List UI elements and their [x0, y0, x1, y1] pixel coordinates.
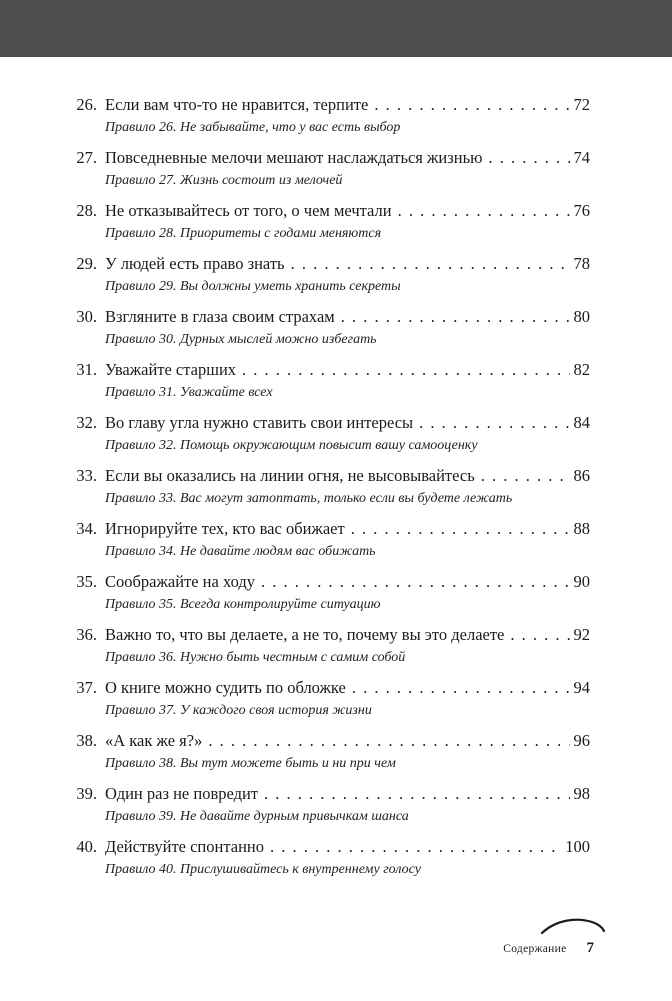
entry-number: 34.: [76, 519, 97, 538]
toc-entry-line: [64, 358, 590, 382]
toc-entry-line: [64, 676, 590, 700]
entry-rule: Правило 26. Не забывайте, что у вас есть выбор: [105, 120, 401, 135]
toc-list: [64, 93, 590, 888]
toc-entry-line: [64, 305, 590, 329]
entry-number: 29.: [76, 254, 97, 273]
toc-entry-line: [64, 517, 590, 541]
entry-rule: Правило 32. Помощь окружающим повысит вашу самооценку: [105, 438, 478, 453]
entry-page-number: 100: [565, 837, 590, 856]
toc-entry: [64, 623, 590, 667]
toc-entry: [64, 305, 590, 349]
entry-rule: Правило 27. Жизнь состоит из мелочей: [105, 173, 343, 188]
entry-number: 27.: [76, 148, 97, 167]
toc-entry: [64, 411, 590, 455]
toc-entry-line: [64, 252, 590, 276]
toc-entry: [64, 570, 590, 614]
entry-title: Важно то, что вы делаете, а не то, почему вы это делаете: [105, 625, 505, 644]
entry-title: Действуйте спонтанно: [105, 837, 264, 856]
entry-title: У людей есть право знать: [105, 254, 285, 273]
dot-leader: [242, 358, 569, 382]
entry-number: 40.: [76, 837, 97, 856]
toc-entry: [64, 782, 590, 826]
entry-page-number: 88: [573, 519, 590, 538]
toc-entry: [64, 464, 590, 508]
toc-entry-line: [64, 729, 590, 753]
dot-leader: [351, 517, 570, 541]
dot-leader: [341, 305, 570, 329]
entry-title: Взгляните в глаза своим страхам: [105, 307, 335, 326]
toc-entry: [64, 517, 590, 561]
entry-page-number: 94: [573, 678, 590, 697]
entry-title: Если вы оказались на линии огня, не высовывайтесь: [105, 466, 475, 485]
entry-title: Соображайте на ходу: [105, 572, 256, 591]
toc-entry-line: [64, 411, 590, 435]
dot-leader: [510, 623, 569, 647]
page-footer: [503, 940, 594, 957]
toc-entry-line: [64, 199, 590, 223]
entry-number: 31.: [76, 360, 97, 379]
toc-entry: [64, 676, 590, 720]
dot-leader: [270, 835, 561, 859]
toc-entry-line: [64, 570, 590, 594]
dot-leader: [488, 146, 569, 170]
entry-rule: Правило 28. Приоритеты с годами меняются: [105, 226, 382, 241]
entry-title: Уважайте старших: [105, 360, 237, 379]
entry-number: 36.: [76, 625, 97, 644]
entry-title: Во главу угла нужно ставить свои интересы: [105, 413, 414, 432]
entry-rule: Правило 34. Не давайте людям вас обижать: [105, 544, 376, 559]
entry-number: 39.: [76, 784, 97, 803]
entry-page-number: 76: [573, 201, 590, 220]
entry-page-number: 96: [573, 731, 590, 750]
entry-rule: Правило 37. У каждого своя история жизни: [105, 703, 372, 718]
entry-number: 32.: [76, 413, 97, 432]
entry-number: 30.: [76, 307, 97, 326]
entry-title: «А как же я?»: [105, 731, 203, 750]
toc-entry: [64, 252, 590, 296]
toc-entry-line: [64, 782, 590, 806]
entry-number: 28.: [76, 201, 97, 220]
entry-rule: Правило 35. Всегда контролируйте ситуацию: [105, 597, 381, 612]
entry-title: О книге можно судить по обложке: [105, 678, 346, 697]
entry-page-number: 86: [573, 466, 590, 485]
entry-page-number: 84: [573, 413, 590, 432]
dot-leader: [374, 93, 569, 117]
decorative-swoosh-icon: [540, 916, 606, 938]
dot-leader: [261, 570, 569, 594]
entry-page-number: 90: [573, 572, 590, 591]
entry-title: Если вам что-то не нравится, терпите: [105, 95, 369, 114]
entry-rule: Правило 38. Вы тут можете быть и ни при чем: [105, 756, 396, 771]
dot-leader: [419, 411, 569, 435]
header-bar: [0, 0, 672, 57]
entry-page-number: 92: [573, 625, 590, 644]
toc-entry-line: [64, 93, 590, 117]
entry-page-number: 82: [573, 360, 590, 379]
entry-number: 33.: [76, 466, 97, 485]
toc-entry-line: [64, 835, 590, 859]
entry-title: Один раз не повредит: [105, 784, 259, 803]
dot-leader: [398, 199, 570, 223]
entry-page-number: 78: [573, 254, 590, 273]
toc-entry: [64, 199, 590, 243]
toc-entry: [64, 93, 590, 137]
dot-leader: [264, 782, 569, 806]
entry-title: Игнорируйте тех, кто вас обижает: [105, 519, 345, 538]
entry-number: 35.: [76, 572, 97, 591]
entry-rule: Правило 39. Не давайте дурным привычкам шанса: [105, 809, 409, 824]
entry-number: 38.: [76, 731, 97, 750]
entry-rule: Правило 36. Нужно быть честным с самим собой: [105, 650, 406, 665]
entry-rule: Правило 30. Дурных мыслей можно избегать: [105, 332, 377, 347]
footer-page-number: 7: [586, 940, 594, 956]
entry-page-number: 72: [573, 95, 590, 114]
toc-entry: [64, 358, 590, 402]
toc-entry-line: [64, 146, 590, 170]
entry-page-number: 80: [573, 307, 590, 326]
entry-page-number: 98: [573, 784, 590, 803]
toc-entry: [64, 146, 590, 190]
dot-leader: [481, 464, 570, 488]
entry-page-number: 74: [573, 148, 590, 167]
entry-rule: Правило 33. Вас могут затоптать, только если вы будете лежать: [105, 491, 513, 506]
dot-leader: [208, 729, 569, 753]
entry-number: 26.: [76, 95, 97, 114]
toc-entry: [64, 729, 590, 773]
entry-number: 37.: [76, 678, 97, 697]
toc-entry: [64, 835, 590, 879]
entry-title: Не отказывайтесь от того, о чем мечтали: [105, 201, 392, 220]
entry-rule: Правило 29. Вы должны уметь хранить секреты: [105, 279, 401, 294]
entry-rule: Правило 40. Прислушивайтесь к внутреннему голосу: [105, 862, 421, 877]
toc-entry-line: [64, 464, 590, 488]
toc-entry-line: [64, 623, 590, 647]
dot-leader: [352, 676, 570, 700]
entry-title: Повседневные мелочи мешают наслаждаться жизнью: [105, 148, 483, 167]
footer-section-label: Содержание: [503, 943, 567, 955]
entry-rule: Правило 31. Уважайте всех: [105, 385, 273, 400]
dot-leader: [291, 252, 570, 276]
